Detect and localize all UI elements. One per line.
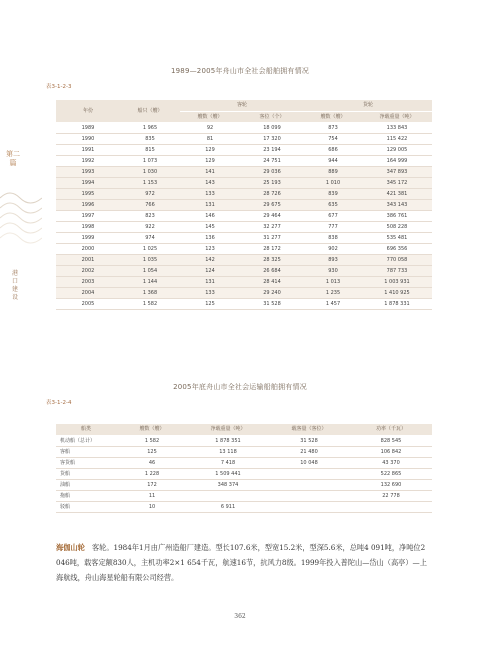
table-cell: 29 464 [240,210,304,221]
table-cell: 133 [180,287,240,298]
table-cell: 2000 [56,243,120,254]
table-cell: 386 761 [362,210,432,221]
table-cell: 28 172 [240,243,304,254]
table-row [56,457,432,468]
table-row [56,166,432,177]
table-cell: 1 010 [304,177,362,188]
table-cell: 787 733 [362,265,432,276]
table-cell: 2003 [56,276,120,287]
table-cell: 835 [120,133,180,144]
table-row [56,122,432,133]
table-row [56,490,432,501]
table-cell: 7 418 [188,457,268,468]
table-cell: 828 545 [350,435,432,446]
table-cell: 2004 [56,287,120,298]
table-cell: 1 025 [120,243,180,254]
table-cell: 29 036 [240,166,304,177]
table-cell: 142 [180,254,240,265]
table-cell [188,490,268,501]
table-cell: 1993 [56,166,120,177]
table-cell: 18 099 [240,122,304,133]
table-cell: 2002 [56,265,120,276]
table-cell: 129 005 [362,144,432,155]
table-cell [268,490,350,501]
table-cell: 922 [120,221,180,232]
table-row [56,276,432,287]
table-cell: 客船 [56,446,116,457]
table-cell: 92 [180,122,240,133]
table-cell: 823 [120,210,180,221]
table-cell: 25 193 [240,177,304,188]
table-cell: 133 [180,188,240,199]
table-cell: 46 [116,457,188,468]
table-cell: 421 381 [362,188,432,199]
ship-name: 海伽山轮 [56,543,85,552]
col-header-passenger-seats: 客位（个） [240,111,304,122]
table-cell: 123 [180,243,240,254]
ship-types-table [56,424,432,513]
table-row [56,287,432,298]
table2-title: 2005年底舟山市全社会运输船舶拥有情况 [173,383,307,391]
table-cell: 2005 [56,298,120,309]
table-cell: 133 843 [362,122,432,133]
table-cell: 522 865 [350,468,432,479]
table-cell: 535 481 [362,232,432,243]
table-cell: 1 144 [120,276,180,287]
table-cell: 28 726 [240,188,304,199]
table-cell: 106 842 [350,446,432,457]
table-cell: 1 013 [304,276,362,287]
table-cell: 972 [120,188,180,199]
table-cell: 164 999 [362,155,432,166]
table-cell: 838 [304,232,362,243]
table-cell: 43 370 [350,457,432,468]
table-cell: 29 675 [240,199,304,210]
group-header-passenger: 客轮 [180,100,304,111]
table-cell: 115 422 [362,133,432,144]
table-cell: 172 [116,479,188,490]
table-cell: 635 [304,199,362,210]
table-row [56,133,432,144]
table-cell: 1991 [56,144,120,155]
table-cell: 129 [180,144,240,155]
table-cell: 客货船 [56,457,116,468]
table-cell: 1997 [56,210,120,221]
table-cell: 1 228 [116,468,188,479]
table-row [56,468,432,479]
table-cell: 油船 [56,479,116,490]
table-cell: 1 030 [120,166,180,177]
table-row [56,243,432,254]
table-row [56,298,432,309]
table-cell: 893 [304,254,362,265]
table-cell: 1 073 [120,155,180,166]
table1-title: 1989—2005年舟山市全社会船舶拥有情况 [170,67,310,75]
table-cell: 686 [304,144,362,155]
table-cell: 1998 [56,221,120,232]
table-cell: 347 893 [362,166,432,177]
col-header-cargo-count: 艘数（艘） [304,111,362,122]
table-cell: 10 [116,501,188,512]
table-cell: 974 [120,232,180,243]
table-cell: 23 194 [240,144,304,155]
table-cell: 1 457 [304,298,362,309]
table-cell: 677 [304,210,362,221]
table-cell: 26 684 [240,265,304,276]
table-cell: 81 [180,133,240,144]
table-cell: 11 [116,490,188,501]
table-cell: 拖船 [56,490,116,501]
table-cell: 驳船 [56,501,116,512]
table-cell: 1 965 [120,122,180,133]
table-cell: 345 172 [362,177,432,188]
table-cell: 1 878 351 [188,435,268,446]
table-cell: 1 054 [120,265,180,276]
table-cell: 343 143 [362,199,432,210]
table-row [56,177,432,188]
table-cell: 货船 [56,468,116,479]
table-row [56,232,432,243]
table-cell: 22 778 [350,490,432,501]
page-number: 362 [234,613,246,620]
table-cell: 1 410 925 [362,287,432,298]
table-cell: 2001 [56,254,120,265]
table-cell: 136 [180,232,240,243]
table-cell: 143 [180,177,240,188]
col-header-cargo-tonnage: 净载重量（吨） [362,111,432,122]
table-cell [268,479,350,490]
table-cell: 31 528 [268,435,350,446]
table-cell: 124 [180,265,240,276]
table-row [56,446,432,457]
table-cell: 1 509 441 [188,468,268,479]
table-cell: 1990 [56,133,120,144]
table1-number: 表3-1-2-3 [46,84,72,90]
table-cell: 754 [304,133,362,144]
table-row [56,479,432,490]
table-cell: 766 [120,199,180,210]
col-header-year: 年份 [56,100,120,122]
col-header-power: 功率（千瓦） [350,424,432,435]
table-row [56,155,432,166]
table-cell: 125 [180,298,240,309]
table-cell: 31 277 [240,232,304,243]
table-cell: 1992 [56,155,120,166]
table-cell: 146 [180,210,240,221]
table-cell: 1 235 [304,287,362,298]
table-row [56,144,432,155]
table-row [56,265,432,276]
table-cell: 21 480 [268,446,350,457]
table-cell: 1999 [56,232,120,243]
table-cell: 机动船（总计） [56,435,116,446]
table2-number: 表3-1-2-4 [46,400,72,406]
table-row [56,254,432,265]
table-cell: 1 368 [120,287,180,298]
table-cell: 1989 [56,122,120,133]
section-mark: 港口建设 [11,270,18,301]
table-cell: 1 582 [120,298,180,309]
table-row [56,221,432,232]
table-cell: 1 878 331 [362,298,432,309]
table-cell: 696 356 [362,243,432,254]
col-header-ships: 船只（艘） [120,100,180,122]
table-cell: 13 118 [188,446,268,457]
table-cell: 10 048 [268,457,350,468]
table-cell: 131 [180,199,240,210]
table-cell: 125 [116,446,188,457]
table-cell: 815 [120,144,180,155]
table-cell: 6 911 [188,501,268,512]
table-cell: 1 582 [116,435,188,446]
table-cell: 28 414 [240,276,304,287]
table-row [56,435,432,446]
left-sidebar-decoration [0,0,42,651]
col-header-passenger-capacity: 载客量（客位） [268,424,350,435]
table-cell: 944 [304,155,362,166]
table-cell: 889 [304,166,362,177]
table-cell: 131 [180,276,240,287]
table-cell: 1995 [56,188,120,199]
group-header-cargo: 货轮 [304,100,432,111]
table-cell: 145 [180,221,240,232]
table-cell: 141 [180,166,240,177]
table-row [56,501,432,512]
table-cell: 902 [304,243,362,254]
col-header-count: 艘数（艘） [116,424,188,435]
table-cell: 32 277 [240,221,304,232]
table-cell: 839 [304,188,362,199]
ship-description-text: 客轮。1984年1月由广州造船厂建造。型长107.6米，型宽15.2米，型深5.6米，总吨4 091吨，净吨位2 046吨，载客定额830人，主机功率2×1 654千瓦，航速16节，抗风力8级。1999年投入普陀山—岱山（高亭）—上海航线，舟山海星轮船有限公司经营。 [56,543,427,582]
table-cell: 1996 [56,199,120,210]
wave-ornament-icon [0,188,42,258]
table-row [56,199,432,210]
table-cell [268,501,350,512]
ships-by-year-table [56,100,432,310]
table-cell: 132 690 [350,479,432,490]
table-cell: 777 [304,221,362,232]
table-cell: 129 [180,155,240,166]
table-cell: 770 058 [362,254,432,265]
table-cell: 348 374 [188,479,268,490]
table-cell: 1 035 [120,254,180,265]
table-row [56,210,432,221]
table-cell: 17 320 [240,133,304,144]
table-cell: 31 528 [240,298,304,309]
table-cell: 930 [304,265,362,276]
table-cell: 29 240 [240,287,304,298]
table-cell [350,501,432,512]
table-cell: 24 751 [240,155,304,166]
table-cell [268,468,350,479]
col-header-ship-type: 船类 [56,424,116,435]
table-cell: 508 228 [362,221,432,232]
col-header-passenger-count: 艘数（艘） [180,111,240,122]
ship-description-paragraph [56,540,432,585]
table-row [56,188,432,199]
table-cell: 1 003 931 [362,276,432,287]
table-cell: 1 153 [120,177,180,188]
table-cell: 1994 [56,177,120,188]
chapter-mark: 第二篇 [6,150,20,167]
col-header-tonnage: 净载重量（吨） [188,424,268,435]
table-cell: 873 [304,122,362,133]
table-cell: 28 325 [240,254,304,265]
